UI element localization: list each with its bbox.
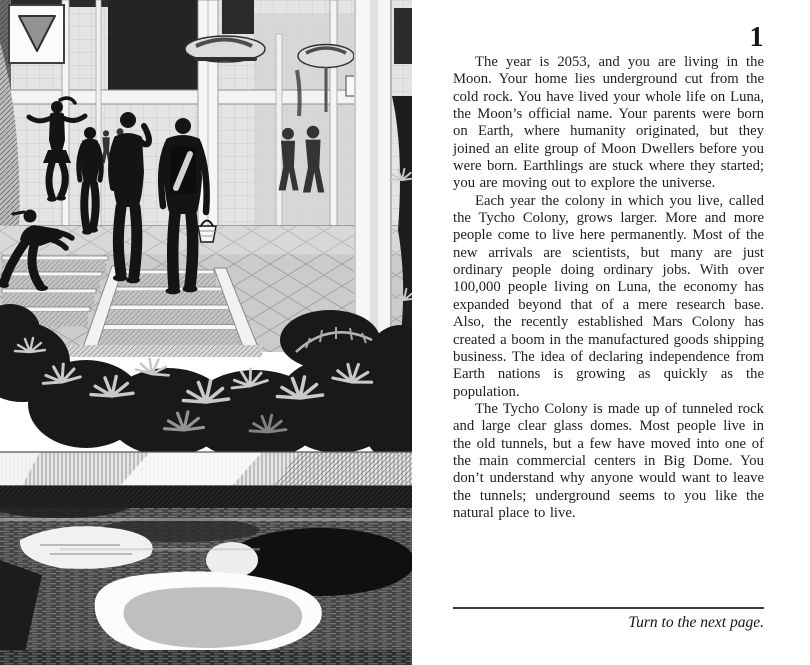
paragraph-3: The Tycho Colony is made up of tunneled rock and large clear glass domes. Most people live in the old tunnels, but a few have moved into one of the main commercial centers in Big Dome. You don’t understand why anyone would want to leave the tunnels; underground seems to you like the natural place to live.	[453, 400, 764, 521]
text-pane	[412, 0, 810, 665]
page-number: 1	[749, 22, 764, 53]
hover-pod-icon	[185, 36, 265, 62]
story-text	[453, 54, 764, 522]
footer-rule	[453, 607, 764, 609]
light-reflection	[20, 526, 153, 569]
down-triangle-sign	[9, 5, 64, 63]
paragraph-1: The year is 2053, and you are living in the Moon. Your home lies underground cut from the cold rock. You have lived your whole life on Luna, the Moon’s official name. Your parents were born on Earth, where humanity originated, but they joined an elite group of Moon Dwellers before you were born. Earthlings are stuck where they started; you are moving out to explore the universe.	[453, 54, 764, 192]
reflecting-pool	[0, 486, 412, 665]
turn-page-instruction: Turn to the next page.	[628, 614, 764, 631]
paragraph-2: Each year the colony in which you live, called the Tycho Colony, grows larger. More and more people come to live here permanently. Most of the new arrivals are scientists, but many are just ordinary people doing ordinary jobs. With over 100,000 people living on Luna, the economy has expanded beyond that of a mere research base. Also, the recently established Mars Colony has created a boom in the manufactured goods shipping business. The idea of declaring independence from Earth nations is growing as quickly as the population.	[453, 192, 764, 400]
walkway	[0, 452, 412, 486]
